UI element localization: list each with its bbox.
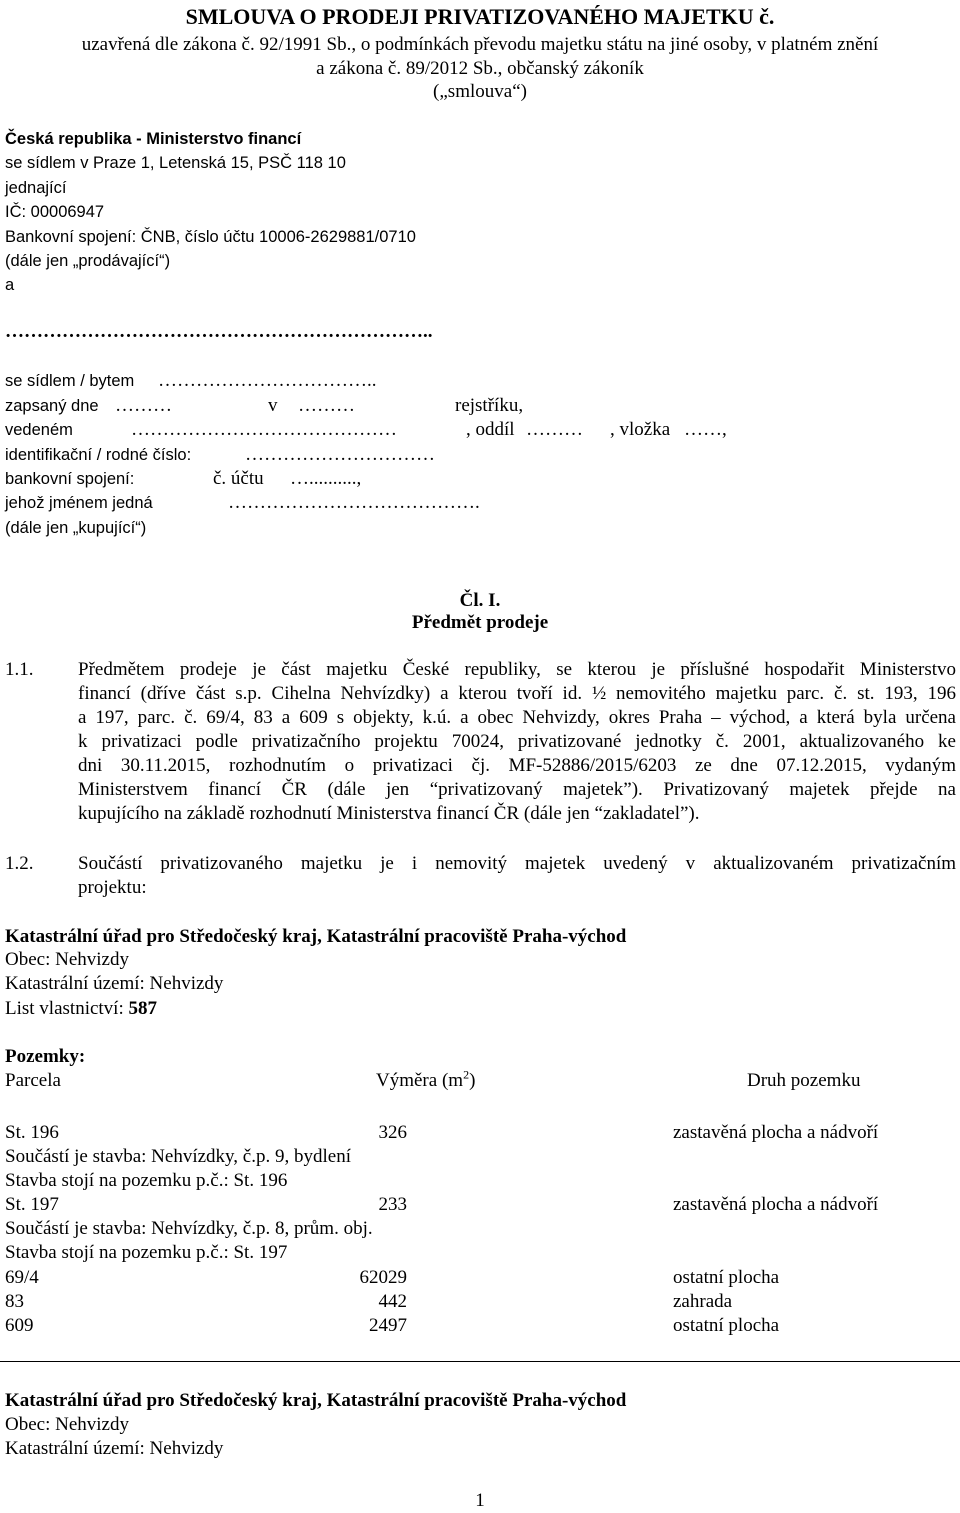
parcel-land-type: ostatní plocha (673, 1267, 780, 1288)
paragraph-1-1-line: kupujícího na základě rozhodnutí Ministerstva financí ČR (dále jen “zakladatel”). (78, 803, 700, 824)
parcel-area: 326 (378, 1122, 407, 1143)
parcel-area: 62029 (359, 1267, 407, 1288)
parcel-land-type: zahrada (673, 1291, 733, 1312)
buyer-account-label: č. účtu (213, 468, 264, 489)
paragraph-1-1-line: dni 30.11.2015, rozhodnutím o privatizaci čj. MF-52886/2015/6203 ze dne 07.12.2015, vydaným (78, 755, 956, 776)
contract-short-name: („smlouva“) (433, 81, 527, 102)
column-area-label-end: ) (469, 1070, 476, 1091)
parcel-land-type: zastavěná plocha a nádvoří (673, 1122, 879, 1143)
article-title: Předmět prodeje (411, 612, 549, 633)
buyer-bank-label: bankovní spojení: (5, 470, 135, 488)
buyer-account-placeholder: ….........., (290, 468, 362, 489)
contract-subtitle-line-2: a zákona č. 89/2012 Sb., občanský zákoník (316, 58, 644, 79)
buyer-id-label: identifikační / rodné číslo: (5, 446, 192, 464)
seller-bank: Bankovní spojení: ČNB, číslo účtu 10006-2629881/0710 (5, 228, 416, 246)
seller-ico: IČ: 00006947 (5, 203, 105, 221)
buyer-registered-date-placeholder: ……… (115, 395, 172, 416)
paragraph-1-1-line: Ministerstvem financí ČR (dále jen “privatizovaný majetek”). Privatizovaný majetek přejde na (78, 779, 956, 800)
contract-title: SMLOUVA O PRODEJI PRIVATIZOVANÉHO MAJETKU č. (185, 4, 775, 29)
paragraph-1-1 (78, 658, 956, 826)
paragraph-1-2 (78, 852, 956, 900)
buyer-register-word: rejstříku, (455, 395, 524, 416)
parcel-number: 609 (5, 1315, 34, 1336)
article-number: Čl. I. (459, 590, 501, 611)
buyer-maintained-label: vedeném (5, 421, 73, 439)
column-parcel: Parcela (5, 1070, 61, 1091)
section-divider (0, 1361, 960, 1362)
buyer-insert-placeholder: ……, (684, 419, 727, 440)
buyer-name-placeholder: ………………………………………………………….. (5, 321, 433, 342)
seller-name: Česká republika - Ministerstvo financí (5, 130, 302, 148)
buyer-registered-in: v (268, 395, 278, 416)
buyer-registered-label: zapsaný dne (5, 397, 99, 415)
conjunction-and: a (5, 276, 15, 294)
cadastre-office-1: Katastrální úřad pro Středočeský kraj, Katastrální pracoviště Praha-východ (5, 926, 627, 947)
parcel-area: 2497 (369, 1315, 407, 1336)
parcel-building-note: Součástí je stavba: Nehvízdky, č.p. 8, prům. obj. (5, 1218, 373, 1239)
cadastre-municipality-1: Obec: Nehvizdy (5, 949, 129, 970)
seller-acting: jednající (5, 179, 67, 197)
parcel-building-location: Stavba stojí na pozemku p.č.: St. 196 (5, 1170, 288, 1191)
seller-address: se sídlem v Praze 1, Letenská 15, PSČ 118 10 (5, 154, 346, 172)
buyer-insert-label: , vložka (610, 419, 671, 440)
parcel-number: 69/4 (5, 1267, 39, 1288)
land-heading: Pozemky: (5, 1046, 86, 1067)
parcel-building-note: Součástí je stavba: Nehvízdky, č.p. 9, bydlení (5, 1146, 351, 1167)
parcel-number: St. 196 (5, 1122, 59, 1143)
column-land-type: Druh pozemku (747, 1070, 861, 1091)
cadastre-area-2: Katastrální území: Nehvizdy (5, 1438, 224, 1459)
parcel-building-location: Stavba stojí na pozemku p.č.: St. 197 (5, 1242, 288, 1263)
parcel-number: 83 (5, 1291, 24, 1312)
paragraph-1-2-line: Součástí privatizovaného majetku je i nemovitý majetek uvedený v aktualizovaném privatizačním (78, 853, 956, 874)
buyer-seat-label: se sídlem / bytem (5, 372, 135, 390)
parcel-land-type: zastavěná plocha a nádvoří (673, 1194, 879, 1215)
buyer-maintained-placeholder: …………………………………… (131, 419, 397, 440)
contract-subtitle-line-1: uzavřená dle zákona č. 92/1991 Sb., o podmínkách převodu majetku státu na jiné osoby, v platném znění (81, 34, 879, 55)
paragraph-1-1-line: financí (dříve část s.p. Cihelna Nehvízdky) a kterou tvoří id. ½ nemovitého majetku parc. č. st. 193, 196 (78, 683, 956, 704)
cadastre-municipality-2: Obec: Nehvizdy (5, 1414, 129, 1435)
buyer-section-placeholder: ……… (526, 419, 583, 440)
parcel-number: St. 197 (5, 1194, 59, 1215)
parcel-land-type: ostatní plocha (673, 1315, 780, 1336)
column-area (376, 1069, 475, 1093)
cadastre-office-2: Katastrální úřad pro Středočeský kraj, Katastrální pracoviště Praha-východ (5, 1390, 627, 1411)
paragraph-1-1-number: 1.1. (5, 659, 34, 680)
paragraph-1-1-line: k privatizaci podle privatizačního projektu 70024, privatizované jednotky č. 2001, aktualizovaného ke (78, 731, 956, 752)
paragraph-1-2-number: 1.2. (5, 853, 34, 874)
ownership-sheet-label: List vlastnictví: (5, 998, 129, 1019)
parcel-area: 233 (378, 1194, 407, 1215)
buyer-registered-place-placeholder: ……… (298, 395, 355, 416)
column-area-label: Výměra (m (376, 1070, 464, 1091)
ownership-sheet-number: 587 (128, 998, 157, 1019)
buyer-agent-placeholder: …………………………………. (228, 492, 480, 513)
buyer-seat-placeholder: …………………………….. (158, 370, 377, 391)
buyer-section-label: , oddíl (466, 419, 515, 440)
column-area-unit-exponent: 2 (463, 1067, 470, 1082)
buyer-id-placeholder: ………………………… (245, 444, 435, 465)
seller-alias: (dále jen „prodávající“) (5, 252, 171, 270)
paragraph-1-2-line: projektu: (78, 877, 147, 898)
paragraph-1-1-line: a 197, parc. č. 69/4, 83 a 609 s objekty, k.ú. a obec Nehvizdy, okres Praha – východ, a která byla určena (78, 707, 956, 728)
paragraph-1-1-line: Předmětem prodeje je část majetku České republiky, se kterou je příslušné hospodařit Ministerstvo (78, 659, 956, 680)
buyer-alias: (dále jen „kupující“) (5, 519, 147, 537)
buyer-agent-label: jehož jménem jedná (5, 494, 153, 512)
cadastre-area-1: Katastrální území: Nehvizdy (5, 973, 224, 994)
ownership-sheet (5, 997, 157, 1021)
page-number: 1 (475, 1490, 485, 1511)
parcel-area: 442 (378, 1291, 407, 1312)
